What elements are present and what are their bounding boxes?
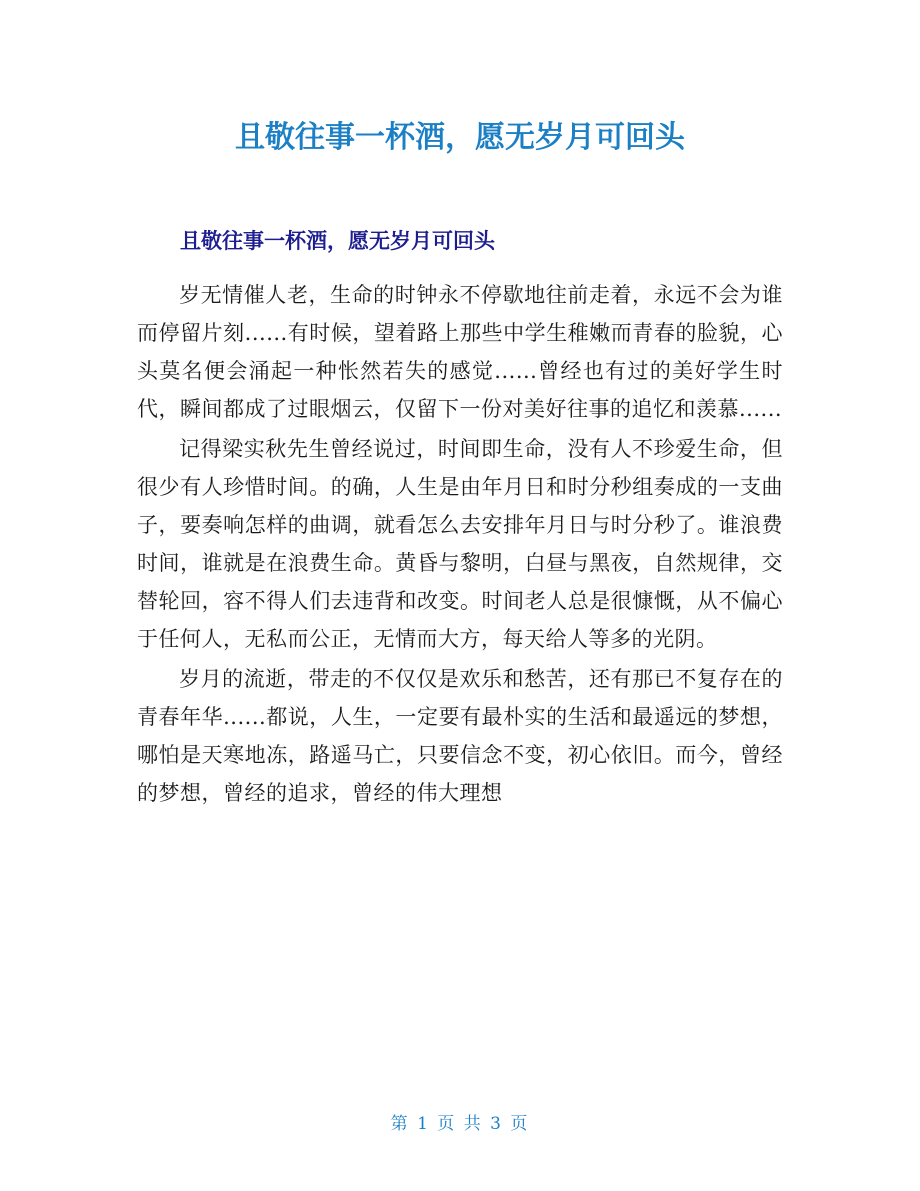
paragraph-1: 岁无情催人老，生命的时钟永不停歇地往前走着，永远不会为谁而停留片刻......有时候，望着路上那些中学生稚嫩而青春的脸貌，心头莫名便会涌起一种怅然若失的感觉......曾经也有过的美好学生时代，瞬间都成了过眼烟云，仅留下一份对美好往事的追忆和羡慕...... — [137, 283, 783, 421]
page-title: 且敬往事一杯酒，愿无岁月可回头 — [235, 120, 685, 155]
paragraph-2: 记得梁实秋先生曾经说过，时间即生命，没有人不珍爱生命，但很少有人珍惜时间。的确，人生是由年月日和时分秒组奏成的一支曲子，要奏响怎样的曲调，就看怎么去安排年月日与时分秒了。谁浪费时间，谁就是在浪费生命。黄昏与黎明，白昼与黑夜，自然规律，交替轮回，容不得人们去违背和改变。时间老人总是很慷慨，从不偏心于任何人，无私而公正，无情而大方，每天给人等多的光阴。 — [137, 437, 783, 651]
section-heading: 且敬往事一杯酒，愿无岁月可回头 — [180, 229, 495, 253]
page-number-footer: 第 1 页 共 3 页 — [390, 1114, 530, 1134]
article-body — [137, 276, 783, 814]
paragraph-3: 岁月的流逝，带走的不仅仅是欢乐和愁苦，还有那已不复存在的青春年华......都说，人生，一定要有最朴实的生活和最遥远的梦想，哪怕是天寒地冻，路遥马亡，只要信念不变，初心依旧。而今，曾经的梦想，曾经的追求，曾经的伟大理想 — [137, 667, 783, 805]
